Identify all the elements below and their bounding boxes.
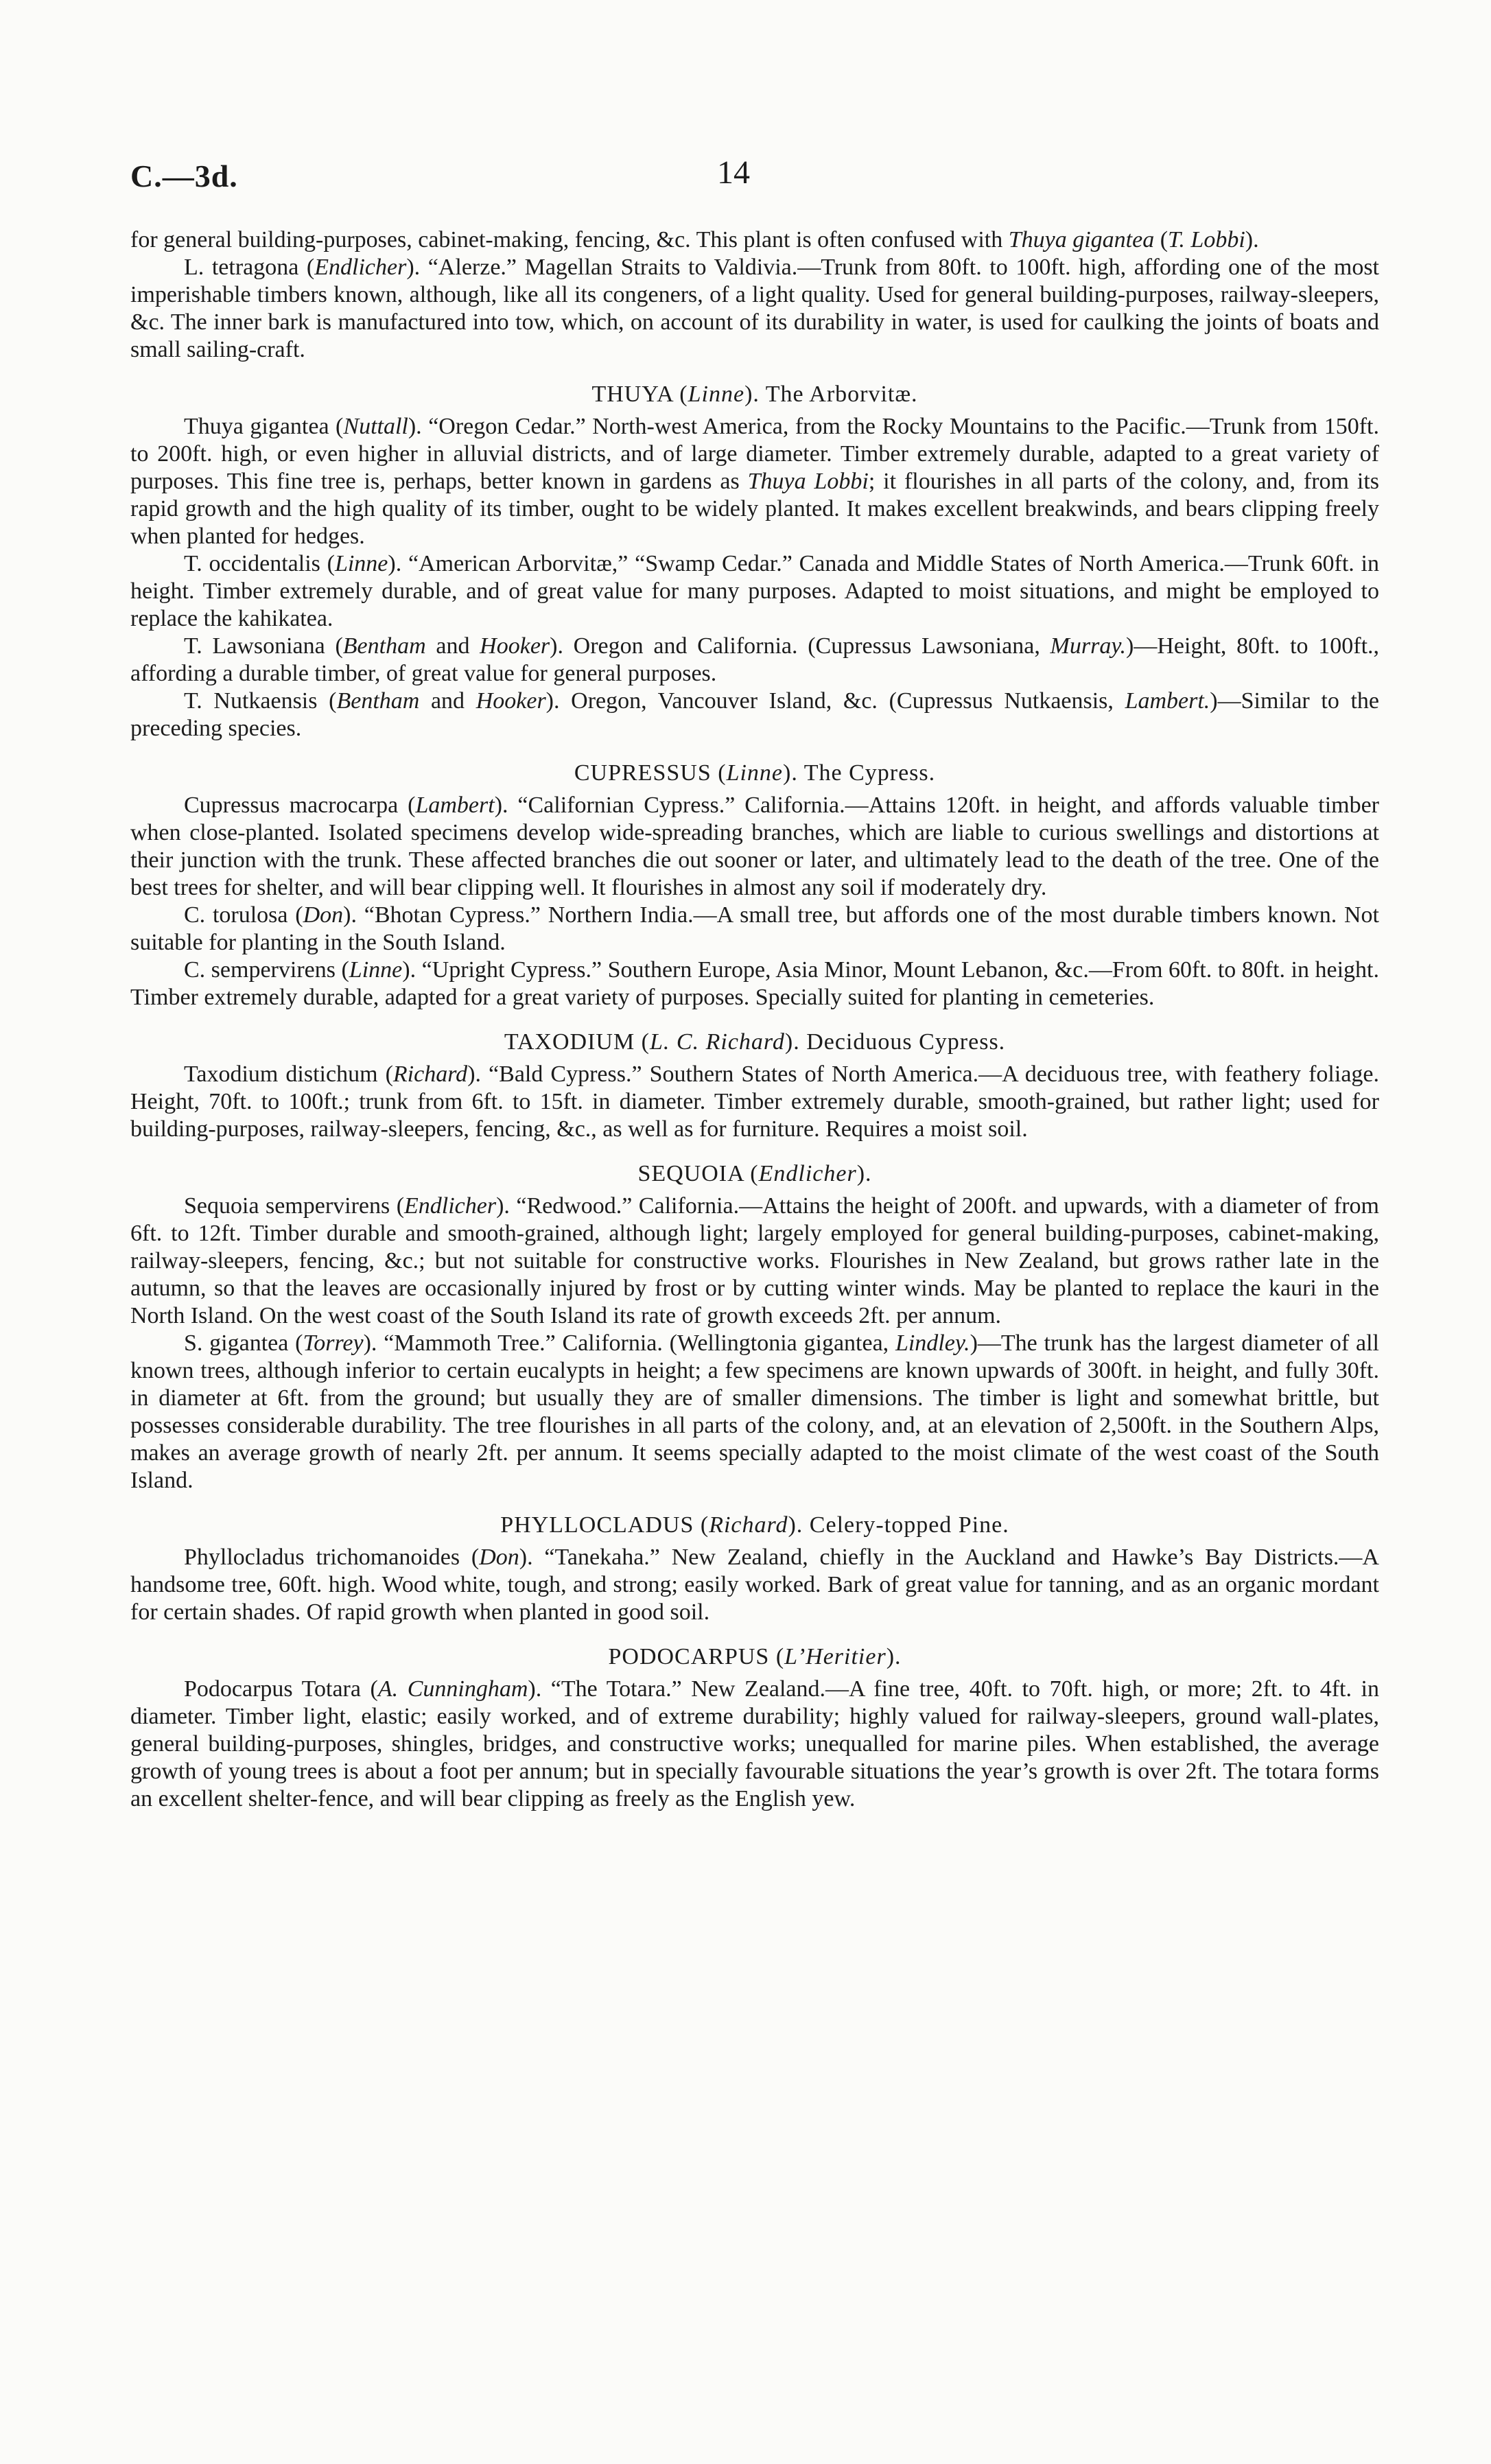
genus-heading-cupressus: CUPRESSUS (Linne). The Cypress. [574, 760, 936, 786]
series-code: C.—3d. [130, 159, 238, 193]
entry-thuya-nutkaensis: T. Nutkaensis (Bentham and Hooker). Oregon, Vancouver Island, &c. (Cupressus Nutkaensis, Lambert.)—Similar to the preceding species. [130, 688, 1379, 741]
entry-cupressus-torulosa: C. torulosa (Don). “Bhotan Cypress.” Northern India.—A small tree, but affords one of the most durable timbers known. Not suitable for planting in the South Island. [130, 902, 1379, 955]
genus-heading-phyllocladus: PHYLLOCLADUS (Richard). Celery-topped Pine. [500, 1512, 1009, 1538]
page-body [130, 226, 1379, 1813]
genus-heading-thuya: THUYA (Linne). The Arborvitæ. [591, 382, 918, 407]
entry-cupressus-macrocarpa: Cupressus macrocarpa (Lambert). “Californian Cypress.” California.—Attains 120ft. in height, and affords valuable timber when close-planted. Isolated specimens develop wide-spreading branches, which are liable to curious swellings and distortions at their junction with the trunk. These affected branches die out sooner or later, and ultimately lead to the death of the tree. One of the best trees for shelter, and will bear clipping well. It flourishes in almost any soil if moderately dry. [130, 793, 1379, 900]
entry-sequoia-sempervirens: Sequoia sempervirens (Endlicher). “Redwood.” California.—Attains the height of 200ft. and upwards, with a diameter of from 6ft. to 12ft. Timber durable and smooth-grained, although light; largely employed for general building-purposes, cabinet-making, railway-sleepers, fencing, &c.; but not suitable for constructive works. Flourishes in New Zealand, but grows rather late in the autumn, so that the leaves are occasionally injured by frost or by cutting winter winds. May be planted to replace the kauri in the North Island. On the west coast of the South Island its rate of growth exceeds 2ft. per annum. [130, 1193, 1379, 1328]
entry-thuya-lawsoniana: T. Lawsoniana (Bentham and Hooker). Oregon and California. (Cupressus Lawsoniana, Murray.)—Height, 80ft. to 100ft., affording a durable timber, of great value for general purposes. [130, 633, 1380, 686]
entry-phyllocladus-trichomanoides: Phyllocladus trichomanoides (Don). “Tanekaha.” New Zealand, chiefly in the Auckland and Hawke’s Bay Districts.—A handsome tree, 60ft. high. Wood white, tough, and strong; easily worked. Bark of great value for tanning, and as an organic mordant for certain shades. Of rapid growth when planted in good soil. [130, 1545, 1379, 1625]
genus-heading-sequoia: SEQUOIA (Endlicher). [637, 1161, 872, 1186]
genus-heading-taxodium: TAXODIUM (L. C. Richard). Deciduous Cypress. [504, 1029, 1006, 1055]
paragraph-continuation: for general building-purposes, cabinet-making, fencing, &c. This plant is often confused with Thuya gigantea (T. Lobbi). [130, 227, 1259, 253]
page-number: 14 [717, 154, 750, 191]
entry-cupressus-sempervirens: C. sempervirens (Linne). “Upright Cypress.” Southern Europe, Asia Minor, Mount Lebanon, &c.—From 60ft. to 80ft. in height. Timber extremely durable, adapted for a great variety of purposes. Specially suited for planting in cemeteries. [130, 957, 1379, 1010]
entry-thuya-gigantea: Thuya gigantea (Nuttall). “Oregon Cedar.” North-west America, from the Rocky Mountains to the Pacific.—Trunk from 150ft. to 200ft. high, or even higher in alluvial districts, and of large diameter. Timber extremely durable, adapted to a great variety of purposes. This fine tree is, perhaps, better known in gardens as Thuya Lobbi; it flourishes in all parts of the colony, and, from its rapid growth and the high quality of its timber, ought to be widely planted. It makes excellent breakwinds, and bears clipping freely when planted for hedges. [130, 414, 1379, 549]
entry-sequoia-gigantea: S. gigantea (Torrey). “Mammoth Tree.” California. (Wellingtonia gigantea, Lindley.)—The trunk has the largest diameter of all known trees, although inferior to certain eucalypts in height; a few specimens are known upwards of 300ft. in height, and fully 30ft. in diameter at 6ft. from the ground; but usually they are of smaller dimensions. The timber is light and somewhat brittle, but possesses considerable durability. The tree flourishes in all parts of the colony, and, at an elevation of 2,500ft. in the Southern Alps, makes an average growth of nearly 2ft. per annum. It seems specially adapted to the moist climate of the west coast of the South Island. [130, 1330, 1379, 1493]
entry-thuya-occidentalis: T. occidentalis (Linne). “American Arborvitæ,” “Swamp Cedar.” Canada and Middle States of North America.—Trunk 60ft. in height. Timber extremely durable, and of great value for many purposes. Adapted to moist situations, and might be employed to replace the kahikatea. [130, 551, 1379, 631]
genus-heading-podocarpus: PODOCARPUS (L’Heritier). [608, 1644, 902, 1669]
entry-taxodium-distichum: Taxodium distichum (Richard). “Bald Cypress.” Southern States of North America.—A deciduous tree, with feathery foliage. Height, 70ft. to 100ft.; trunk from 6ft. to 15ft. in diameter. Timber extremely durable, smooth-grained, but rather light; used for building-purposes, railway-sleepers, fencing, &c., as well as for furniture. Requires a moist soil. [130, 1061, 1379, 1142]
entry-podocarpus-totara: Podocarpus Totara (A. Cunningham). “The Totara.” New Zealand.—A fine tree, 40ft. to 70ft. high, or more; 2ft. to 4ft. in diameter. Timber light, elastic; easily worked, and of extreme durability; highly valued for railway-sleepers, ground wall-plates, general building-purposes, shingles, bridges, and constructive works; unequalled for marine piles. When established, the average growth of young trees is about a foot per annum; but in specially favourable situations the year’s growth is over 2ft. The totara forms an excellent shelter-fence, and will bear clipping as freely as the English yew. [130, 1676, 1379, 1811]
page-header [130, 154, 1379, 199]
entry-libocedrus-tetragona: L. tetragona (Endlicher). “Alerze.” Magellan Straits to Valdivia.—Trunk from 80ft. to 100ft. high, affording one of the most imperishable timbers known, although, like all its congeners, of a light quality. Used for general building-purposes, railway-sleepers, &c. The inner bark is manufactured into tow, which, on account of its durability in water, is used for caulking the joints of boats and small sailing-craft. [130, 255, 1380, 362]
